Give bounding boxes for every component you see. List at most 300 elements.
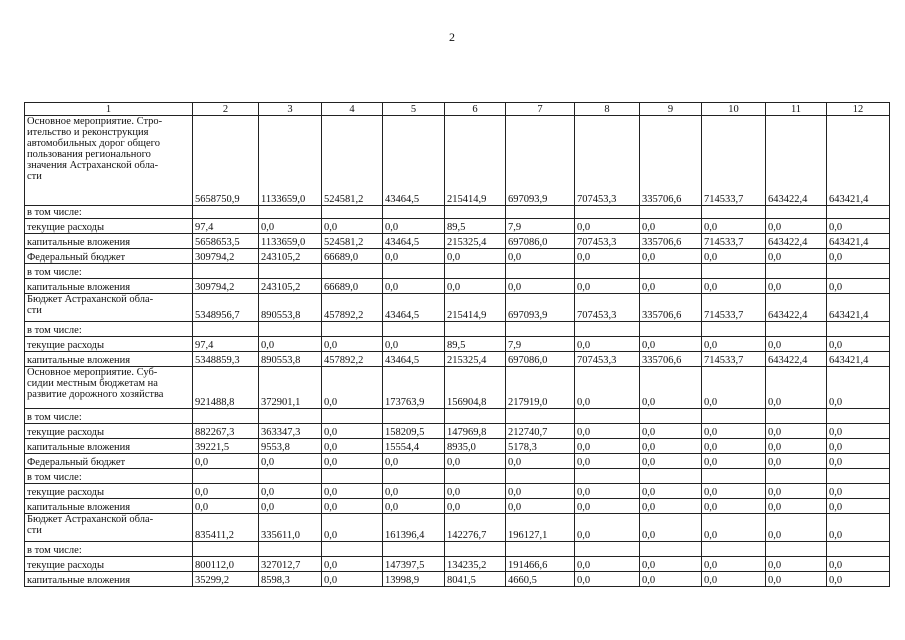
value-cell: 0,0: [575, 572, 640, 587]
value-cell: [322, 206, 383, 219]
table-row: [25, 337, 890, 352]
value-cell: [827, 206, 890, 219]
value-cell: 0,0: [506, 484, 575, 499]
row-label: капитальные вложения: [25, 279, 193, 294]
value-cell: 5178,3: [506, 439, 575, 454]
row-label: в том числе:: [25, 409, 193, 424]
value-cell: 43464,5: [383, 294, 445, 322]
row-label: капитальные вложения: [25, 499, 193, 514]
value-cell: 0,0: [827, 572, 890, 587]
row-label: Основное мероприятие. Суб- сидии местным бюджетам на развитие дорожного хозяйства: [25, 367, 193, 409]
value-cell: 97,4: [193, 337, 259, 352]
value-cell: 0,0: [702, 499, 766, 514]
value-cell: 161396,4: [383, 514, 445, 542]
value-cell: 643422,4: [766, 116, 827, 206]
value-cell: 89,5: [445, 337, 506, 352]
row-label: капитальные вложения: [25, 352, 193, 367]
value-cell: 0,0: [640, 367, 702, 409]
row-label: текущие расходы: [25, 484, 193, 499]
value-cell: 0,0: [322, 454, 383, 469]
value-cell: 707453,3: [575, 294, 640, 322]
value-cell: 0,0: [259, 454, 322, 469]
value-cell: 0,0: [827, 484, 890, 499]
value-cell: [640, 206, 702, 219]
value-cell: [827, 469, 890, 484]
value-cell: 0,0: [193, 484, 259, 499]
value-cell: [383, 542, 445, 557]
value-cell: 134235,2: [445, 557, 506, 572]
value-cell: [193, 322, 259, 337]
value-cell: 0,0: [766, 367, 827, 409]
value-cell: 13998,9: [383, 572, 445, 587]
value-cell: 372901,1: [259, 367, 322, 409]
value-cell: 0,0: [702, 249, 766, 264]
value-cell: 0,0: [575, 367, 640, 409]
value-cell: 39221,5: [193, 439, 259, 454]
value-cell: 643422,4: [766, 352, 827, 367]
value-cell: [640, 322, 702, 337]
row-label: капитальные вложения: [25, 234, 193, 249]
value-cell: 5348859,3: [193, 352, 259, 367]
value-cell: 0,0: [827, 249, 890, 264]
value-cell: 0,0: [445, 499, 506, 514]
value-cell: 0,0: [640, 249, 702, 264]
value-cell: 890553,8: [259, 294, 322, 322]
value-cell: 0,0: [702, 337, 766, 352]
column-header: 1: [25, 103, 193, 116]
value-cell: [445, 322, 506, 337]
value-cell: 0,0: [640, 279, 702, 294]
value-cell: [506, 409, 575, 424]
value-cell: 0,0: [766, 572, 827, 587]
value-cell: 215414,9: [445, 116, 506, 206]
value-cell: 0,0: [193, 454, 259, 469]
value-cell: 697086,0: [506, 352, 575, 367]
value-cell: 0,0: [702, 484, 766, 499]
value-cell: 215414,9: [445, 294, 506, 322]
value-cell: 0,0: [575, 484, 640, 499]
value-cell: 800112,0: [193, 557, 259, 572]
value-cell: 524581,2: [322, 234, 383, 249]
value-cell: [506, 469, 575, 484]
table-row: [25, 234, 890, 249]
value-cell: [259, 322, 322, 337]
value-cell: [766, 264, 827, 279]
value-cell: 697093,9: [506, 116, 575, 206]
value-cell: 0,0: [575, 454, 640, 469]
value-cell: 335706,6: [640, 294, 702, 322]
value-cell: 66689,0: [322, 279, 383, 294]
value-cell: 643421,4: [827, 294, 890, 322]
value-cell: 9553,8: [259, 439, 322, 454]
value-cell: 0,0: [640, 424, 702, 439]
value-cell: [193, 542, 259, 557]
value-cell: 0,0: [640, 484, 702, 499]
value-cell: 0,0: [640, 219, 702, 234]
value-cell: 243105,2: [259, 279, 322, 294]
value-cell: [575, 542, 640, 557]
value-cell: 643421,4: [827, 116, 890, 206]
row-label: текущие расходы: [25, 219, 193, 234]
value-cell: [193, 264, 259, 279]
value-cell: 142276,7: [445, 514, 506, 542]
value-cell: [640, 542, 702, 557]
value-cell: 5658653,5: [193, 234, 259, 249]
value-cell: [383, 264, 445, 279]
value-cell: [445, 469, 506, 484]
value-cell: 457892,2: [322, 294, 383, 322]
value-cell: 66689,0: [322, 249, 383, 264]
value-cell: [506, 264, 575, 279]
value-cell: 8598,3: [259, 572, 322, 587]
value-cell: [766, 542, 827, 557]
value-cell: 0,0: [827, 499, 890, 514]
value-cell: 0,0: [383, 454, 445, 469]
value-cell: 0,0: [445, 249, 506, 264]
value-cell: 0,0: [259, 499, 322, 514]
value-cell: 890553,8: [259, 352, 322, 367]
value-cell: 714533,7: [702, 234, 766, 249]
value-cell: 0,0: [702, 557, 766, 572]
row-label: в том числе:: [25, 322, 193, 337]
value-cell: 707453,3: [575, 352, 640, 367]
table-row: [25, 454, 890, 469]
table-row: [25, 439, 890, 454]
value-cell: 0,0: [193, 499, 259, 514]
value-cell: [506, 322, 575, 337]
table-row: [25, 557, 890, 572]
value-cell: 0,0: [575, 249, 640, 264]
value-cell: 0,0: [383, 499, 445, 514]
column-header: 11: [766, 103, 827, 116]
value-cell: 714533,7: [702, 294, 766, 322]
value-cell: 0,0: [766, 439, 827, 454]
value-cell: 15554,4: [383, 439, 445, 454]
value-cell: [766, 322, 827, 337]
value-cell: 0,0: [766, 249, 827, 264]
value-cell: 524581,2: [322, 116, 383, 206]
value-cell: 0,0: [702, 572, 766, 587]
value-cell: 0,0: [383, 337, 445, 352]
value-cell: 0,0: [506, 249, 575, 264]
table-row: [25, 294, 890, 322]
value-cell: 0,0: [702, 439, 766, 454]
value-cell: [259, 469, 322, 484]
value-cell: 0,0: [827, 337, 890, 352]
value-cell: 0,0: [322, 484, 383, 499]
value-cell: 0,0: [640, 557, 702, 572]
value-cell: 43464,5: [383, 116, 445, 206]
value-cell: 0,0: [766, 424, 827, 439]
value-cell: 835411,2: [193, 514, 259, 542]
value-cell: [193, 409, 259, 424]
value-cell: 191466,6: [506, 557, 575, 572]
value-cell: 0,0: [259, 219, 322, 234]
table-row: [25, 219, 890, 234]
value-cell: 0,0: [766, 499, 827, 514]
value-cell: 0,0: [506, 499, 575, 514]
row-label: Бюджет Астраханской обла- сти: [25, 514, 193, 542]
table-row: [25, 206, 890, 219]
header-row: [25, 103, 890, 116]
value-cell: [383, 322, 445, 337]
value-cell: 0,0: [827, 439, 890, 454]
value-cell: 0,0: [322, 572, 383, 587]
value-cell: 0,0: [445, 454, 506, 469]
value-cell: 212740,7: [506, 424, 575, 439]
value-cell: 707453,3: [575, 234, 640, 249]
value-cell: 0,0: [383, 484, 445, 499]
value-cell: [640, 264, 702, 279]
value-cell: 335706,6: [640, 352, 702, 367]
value-cell: 4660,5: [506, 572, 575, 587]
page-number: 2: [449, 30, 455, 44]
value-cell: 327012,7: [259, 557, 322, 572]
column-header: 6: [445, 103, 506, 116]
value-cell: [445, 542, 506, 557]
value-cell: [322, 322, 383, 337]
table-header: [25, 103, 890, 116]
table-row: [25, 572, 890, 587]
table-row: [25, 514, 890, 542]
value-cell: 5348956,7: [193, 294, 259, 322]
row-label: текущие расходы: [25, 424, 193, 439]
value-cell: 0,0: [702, 454, 766, 469]
table-row: [25, 322, 890, 337]
value-cell: 335706,6: [640, 116, 702, 206]
value-cell: 0,0: [383, 249, 445, 264]
column-header: 12: [827, 103, 890, 116]
table-row: [25, 424, 890, 439]
value-cell: 0,0: [827, 424, 890, 439]
value-cell: [702, 469, 766, 484]
value-cell: 707453,3: [575, 116, 640, 206]
row-label: Основное мероприятие. Стро- ительство и реконструкция автомобильных дорог общего пользования регионального значения Астраханской обла- сти: [25, 116, 193, 206]
value-cell: 0,0: [575, 499, 640, 514]
value-cell: 0,0: [506, 454, 575, 469]
value-cell: 1133659,0: [259, 234, 322, 249]
value-cell: 0,0: [766, 484, 827, 499]
row-label: текущие расходы: [25, 337, 193, 352]
row-label: капитальные вложения: [25, 439, 193, 454]
value-cell: 196127,1: [506, 514, 575, 542]
value-cell: [259, 409, 322, 424]
value-cell: 0,0: [575, 219, 640, 234]
row-label: в том числе:: [25, 542, 193, 557]
value-cell: [766, 409, 827, 424]
table-row: [25, 249, 890, 264]
value-cell: 0,0: [640, 514, 702, 542]
value-cell: 0,0: [827, 219, 890, 234]
value-cell: [322, 409, 383, 424]
value-cell: 89,5: [445, 219, 506, 234]
value-cell: 714533,7: [702, 116, 766, 206]
value-cell: 0,0: [827, 367, 890, 409]
value-cell: 7,9: [506, 219, 575, 234]
value-cell: 0,0: [322, 499, 383, 514]
value-cell: [640, 469, 702, 484]
value-cell: [766, 469, 827, 484]
value-cell: [575, 322, 640, 337]
value-cell: 0,0: [322, 514, 383, 542]
value-cell: 43464,5: [383, 352, 445, 367]
value-cell: 0,0: [575, 557, 640, 572]
table-row: [25, 499, 890, 514]
value-cell: 0,0: [322, 367, 383, 409]
value-cell: [383, 206, 445, 219]
value-cell: 363347,3: [259, 424, 322, 439]
value-cell: [445, 206, 506, 219]
table-row: [25, 469, 890, 484]
value-cell: 0,0: [322, 424, 383, 439]
value-cell: 147397,5: [383, 557, 445, 572]
table-row: [25, 367, 890, 409]
value-cell: 0,0: [827, 454, 890, 469]
value-cell: [575, 409, 640, 424]
value-cell: 0,0: [640, 499, 702, 514]
value-cell: 0,0: [575, 279, 640, 294]
column-header: 8: [575, 103, 640, 116]
value-cell: [383, 469, 445, 484]
table-row: [25, 264, 890, 279]
value-cell: 0,0: [259, 484, 322, 499]
value-cell: 8041,5: [445, 572, 506, 587]
value-cell: 5658750,9: [193, 116, 259, 206]
value-cell: 35299,2: [193, 572, 259, 587]
value-cell: 8935,0: [445, 439, 506, 454]
table-row: [25, 279, 890, 294]
value-cell: [827, 322, 890, 337]
column-header: 10: [702, 103, 766, 116]
value-cell: 0,0: [259, 337, 322, 352]
value-cell: 697093,9: [506, 294, 575, 322]
value-cell: 335706,6: [640, 234, 702, 249]
value-cell: [259, 206, 322, 219]
row-label: текущие расходы: [25, 557, 193, 572]
value-cell: [640, 409, 702, 424]
column-header: 5: [383, 103, 445, 116]
value-cell: 173763,9: [383, 367, 445, 409]
value-cell: [445, 409, 506, 424]
value-cell: 7,9: [506, 337, 575, 352]
value-cell: 43464,5: [383, 234, 445, 249]
value-cell: [575, 206, 640, 219]
value-cell: 0,0: [702, 367, 766, 409]
column-header: 9: [640, 103, 702, 116]
value-cell: [193, 469, 259, 484]
value-cell: [322, 264, 383, 279]
value-cell: [575, 469, 640, 484]
value-cell: 0,0: [575, 439, 640, 454]
value-cell: 0,0: [575, 337, 640, 352]
value-cell: 0,0: [506, 279, 575, 294]
value-cell: [506, 542, 575, 557]
value-cell: 0,0: [827, 557, 890, 572]
column-header: 3: [259, 103, 322, 116]
value-cell: 0,0: [640, 454, 702, 469]
row-label: в том числе:: [25, 206, 193, 219]
value-cell: 309794,2: [193, 249, 259, 264]
value-cell: [827, 542, 890, 557]
value-cell: [827, 409, 890, 424]
table-row: [25, 484, 890, 499]
value-cell: 643422,4: [766, 234, 827, 249]
value-cell: 335611,0: [259, 514, 322, 542]
value-cell: 0,0: [575, 514, 640, 542]
value-cell: [766, 206, 827, 219]
table-body: [25, 116, 890, 587]
value-cell: 697086,0: [506, 234, 575, 249]
value-cell: 215325,4: [445, 352, 506, 367]
value-cell: [445, 264, 506, 279]
table-row: [25, 409, 890, 424]
value-cell: 158209,5: [383, 424, 445, 439]
value-cell: [702, 322, 766, 337]
value-cell: 643421,4: [827, 234, 890, 249]
column-header: 7: [506, 103, 575, 116]
value-cell: 0,0: [445, 484, 506, 499]
value-cell: 0,0: [383, 219, 445, 234]
value-cell: 0,0: [322, 439, 383, 454]
value-cell: 97,4: [193, 219, 259, 234]
value-cell: 0,0: [702, 424, 766, 439]
value-cell: 309794,2: [193, 279, 259, 294]
value-cell: 215325,4: [445, 234, 506, 249]
table-row: [25, 116, 890, 206]
value-cell: 0,0: [445, 279, 506, 294]
value-cell: 0,0: [827, 279, 890, 294]
value-cell: 714533,7: [702, 352, 766, 367]
value-cell: [259, 264, 322, 279]
value-cell: [322, 542, 383, 557]
row-label: Федеральный бюджет: [25, 454, 193, 469]
value-cell: 0,0: [383, 279, 445, 294]
value-cell: 0,0: [322, 219, 383, 234]
value-cell: [506, 206, 575, 219]
value-cell: 217919,0: [506, 367, 575, 409]
value-cell: 0,0: [766, 557, 827, 572]
value-cell: 882267,3: [193, 424, 259, 439]
row-label: капитальные вложения: [25, 572, 193, 587]
value-cell: 0,0: [702, 514, 766, 542]
row-label: в том числе:: [25, 469, 193, 484]
table-row: [25, 542, 890, 557]
value-cell: 156904,8: [445, 367, 506, 409]
value-cell: 0,0: [766, 219, 827, 234]
value-cell: 921488,8: [193, 367, 259, 409]
column-header: 2: [193, 103, 259, 116]
value-cell: [193, 206, 259, 219]
value-cell: 0,0: [827, 514, 890, 542]
value-cell: 457892,2: [322, 352, 383, 367]
value-cell: 643422,4: [766, 294, 827, 322]
value-cell: 0,0: [640, 572, 702, 587]
budget-table: [24, 102, 890, 587]
value-cell: 0,0: [575, 424, 640, 439]
value-cell: 0,0: [766, 337, 827, 352]
value-cell: 643421,4: [827, 352, 890, 367]
value-cell: 0,0: [702, 279, 766, 294]
value-cell: 0,0: [702, 219, 766, 234]
value-cell: 0,0: [640, 337, 702, 352]
value-cell: 0,0: [766, 454, 827, 469]
value-cell: [702, 409, 766, 424]
value-cell: 0,0: [766, 514, 827, 542]
value-cell: [259, 542, 322, 557]
value-cell: [702, 542, 766, 557]
row-label: Федеральный бюджет: [25, 249, 193, 264]
column-header: 4: [322, 103, 383, 116]
